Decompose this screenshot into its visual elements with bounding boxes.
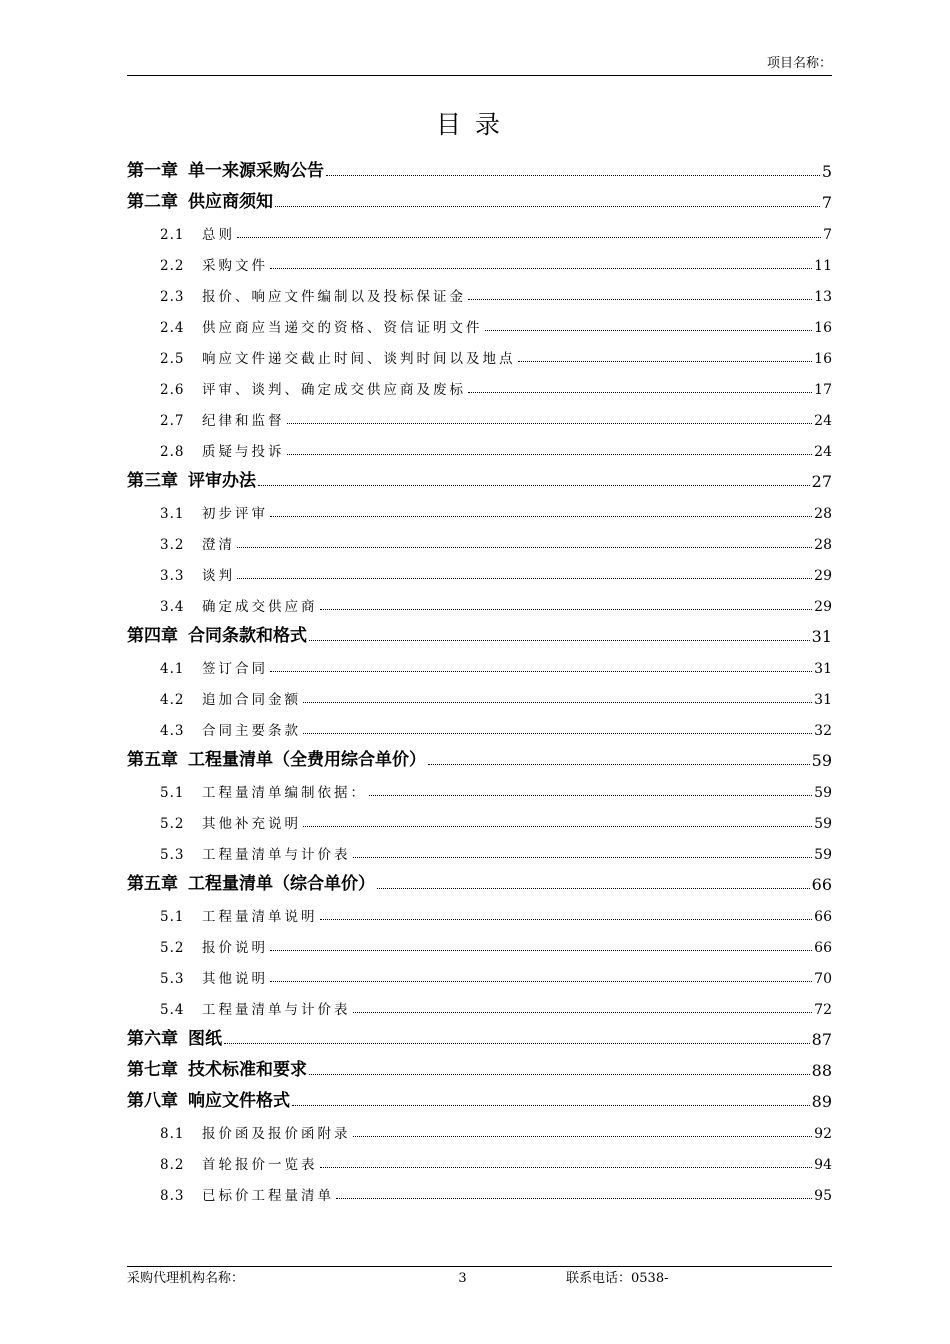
- toc-entry-title: 总则: [202, 227, 235, 243]
- toc-entry-title: 报价函及报价函附录: [202, 1126, 351, 1142]
- toc-dot-leader: [428, 764, 810, 765]
- toc-chapter-entry[interactable]: [127, 615, 832, 646]
- toc-page-number: 31: [814, 661, 832, 677]
- toc-entry-title: 合同条款和格式: [188, 626, 307, 646]
- toc-entry-title: 响应文件格式: [188, 1091, 290, 1111]
- toc-entry-number: 5.2: [160, 940, 185, 956]
- toc-entry-title: 首轮报价一览表: [202, 1157, 318, 1173]
- toc-entry-number: 第五章: [127, 874, 178, 894]
- toc-section-entry[interactable]: [127, 708, 832, 739]
- toc-page-number: 59: [814, 847, 832, 863]
- toc-entry-title: 评审办法: [188, 471, 256, 491]
- toc-dot-leader: [287, 423, 813, 424]
- toc-chapter-entry[interactable]: [127, 739, 832, 770]
- toc-entry-number: 第三章: [127, 471, 178, 491]
- toc-dot-leader: [270, 268, 812, 269]
- toc-entry-number: 第二章: [127, 192, 178, 212]
- toc-entry-title: 其他补充说明: [202, 816, 301, 832]
- toc-dot-leader: [270, 516, 812, 517]
- toc-dot-leader: [303, 826, 812, 827]
- toc-dot-leader: [275, 206, 820, 207]
- toc-page-number: 95: [814, 1188, 832, 1204]
- toc-entry-number: 3.2: [160, 537, 185, 553]
- toc-section-entry[interactable]: [127, 584, 832, 615]
- toc-dot-leader: [353, 1136, 813, 1137]
- toc-section-entry[interactable]: [127, 770, 832, 801]
- toc-page-number: 27: [811, 472, 832, 491]
- toc-page-number: 59: [811, 751, 832, 770]
- toc-section-entry[interactable]: [127, 553, 832, 584]
- toc-dot-leader: [485, 330, 813, 331]
- toc-dot-leader: [320, 919, 813, 920]
- toc-dot-leader: [468, 299, 812, 300]
- project-name-label: 项目名称：: [766, 56, 832, 71]
- toc-entry-title: 图纸: [188, 1029, 222, 1049]
- toc-section-entry[interactable]: [127, 956, 832, 987]
- toc-entry-title: 工程量清单编制依据：: [202, 785, 367, 801]
- toc-page-number: 28: [814, 537, 832, 553]
- toc-section-entry[interactable]: [127, 801, 832, 832]
- toc-entry-title: 技术标准和要求: [188, 1060, 307, 1080]
- toc-section-entry[interactable]: [127, 646, 832, 677]
- toc-entry-number: 5.1: [160, 785, 185, 801]
- toc-page-number: 94: [814, 1157, 832, 1173]
- page-title: 目录: [435, 110, 514, 139]
- toc-entry-title: 初步评审: [202, 506, 268, 522]
- toc-page-number: 59: [814, 785, 832, 801]
- toc-dot-leader: [468, 392, 812, 393]
- toc-entry-title: 报价说明: [202, 940, 268, 956]
- toc-page-number: 28: [814, 506, 832, 522]
- toc-chapter-entry[interactable]: [127, 1080, 832, 1111]
- toc-entry-number: 3.4: [160, 599, 185, 615]
- toc-dot-leader: [237, 237, 821, 238]
- toc-dot-leader: [258, 485, 810, 486]
- toc-entry-title: 纪律和监督: [202, 413, 285, 429]
- toc-page-number: 70: [814, 971, 832, 987]
- toc-entry-number: 3.3: [160, 568, 185, 584]
- toc-page-number: 5: [821, 162, 832, 181]
- toc-entry-title: 报价、响应文件编制以及投标保证金: [202, 289, 466, 305]
- toc-page-number: 32: [814, 723, 832, 739]
- toc-page-number: 16: [814, 351, 832, 367]
- toc-dot-leader: [270, 950, 812, 951]
- toc-chapter-entry[interactable]: [127, 150, 832, 181]
- toc-section-entry[interactable]: [127, 1173, 832, 1204]
- toc-dot-leader: [224, 1043, 810, 1044]
- toc-page-number: 31: [814, 692, 832, 708]
- header-divider: [127, 75, 832, 76]
- toc-entry-title: 评审、谈判、确定成交供应商及废标: [202, 382, 466, 398]
- toc-dot-leader: [336, 1198, 812, 1199]
- toc-section-entry[interactable]: [127, 522, 832, 553]
- toc-entry-number: 5.2: [160, 816, 185, 832]
- toc-page-number: 89: [811, 1092, 832, 1111]
- footer-page-number: 3: [458, 1271, 467, 1286]
- toc-page-number: 72: [814, 1002, 832, 1018]
- toc-page-number: 29: [814, 599, 832, 615]
- toc-dot-leader: [353, 1012, 813, 1013]
- toc-entry-number: 3.1: [160, 506, 185, 522]
- toc-entry-number: 2.1: [160, 227, 185, 243]
- toc-dot-leader: [326, 175, 820, 176]
- toc-section-entry[interactable]: [127, 832, 832, 863]
- toc-dot-leader: [377, 888, 810, 889]
- toc-dot-leader: [309, 640, 810, 641]
- toc-dot-leader: [353, 857, 813, 858]
- toc-dot-leader: [287, 454, 813, 455]
- toc-page-number: 92: [814, 1126, 832, 1142]
- toc-dot-leader: [320, 1167, 813, 1168]
- toc-entry-title: 签订合同: [202, 661, 268, 677]
- footer-divider: [127, 1266, 832, 1267]
- toc-chapter-entry[interactable]: [127, 460, 832, 491]
- toc-entry-number: 第一章: [127, 161, 178, 181]
- toc-entry-title: 单一来源采购公告: [188, 161, 324, 181]
- toc-entry-number: 8.1: [160, 1126, 185, 1142]
- toc-entry-number: 第五章: [127, 750, 178, 770]
- toc-entry-number: 4.3: [160, 723, 185, 739]
- toc-entry-number: 2.4: [160, 320, 185, 336]
- toc-entry-title: 已标价工程量清单: [202, 1188, 334, 1204]
- toc-entry-title: 质疑与投诉: [202, 444, 285, 460]
- toc-chapter-entry[interactable]: [127, 1049, 832, 1080]
- toc-entry-number: 2.8: [160, 444, 185, 460]
- toc-page-number: 29: [814, 568, 832, 584]
- toc-section-entry[interactable]: [127, 212, 832, 243]
- toc-entry-number: 5.4: [160, 1002, 185, 1018]
- toc-section-entry[interactable]: [127, 677, 832, 708]
- footer-phone-label: 联系电话：0538-: [566, 1271, 669, 1286]
- toc-page-number: 24: [814, 413, 832, 429]
- toc-dot-leader: [237, 547, 812, 548]
- toc-section-entry[interactable]: [127, 491, 832, 522]
- toc-section-entry[interactable]: [127, 1111, 832, 1142]
- toc-entry-title: 供应商须知: [188, 192, 273, 212]
- toc-entry-number: 4.1: [160, 661, 185, 677]
- toc-entry-title: 合同主要条款: [202, 723, 301, 739]
- toc-dot-leader: [518, 361, 813, 362]
- toc-dot-leader: [270, 671, 812, 672]
- toc-dot-leader: [270, 981, 812, 982]
- toc-entry-number: 2.5: [160, 351, 185, 367]
- toc-section-entry[interactable]: [127, 367, 832, 398]
- toc-entry-number: 2.3: [160, 289, 185, 305]
- toc-dot-leader: [303, 702, 812, 703]
- toc-entry-title: 工程量清单说明: [202, 909, 318, 925]
- toc-entry-title: 工程量清单与计价表: [202, 1002, 351, 1018]
- toc-dot-leader: [320, 609, 813, 610]
- toc-page-number: 66: [814, 940, 832, 956]
- toc-dot-leader: [237, 578, 812, 579]
- toc-entry-number: 2.2: [160, 258, 185, 274]
- toc-entry-title: 工程量清单（全费用综合单价）: [188, 750, 426, 770]
- toc-entry-number: 第四章: [127, 626, 178, 646]
- toc-chapter-entry[interactable]: [127, 863, 832, 894]
- toc-entry-title: 工程量清单与计价表: [202, 847, 351, 863]
- toc-page-number: 16: [814, 320, 832, 336]
- toc-section-entry[interactable]: [127, 243, 832, 274]
- toc-page-number: 11: [814, 258, 832, 274]
- toc-page-number: 13: [814, 289, 832, 305]
- toc-page-number: 31: [811, 627, 832, 646]
- toc-entry-title: 采购文件: [202, 258, 268, 274]
- toc-entry-number: 第八章: [127, 1091, 178, 1111]
- toc-section-entry[interactable]: [127, 398, 832, 429]
- toc-page-number: 59: [814, 816, 832, 832]
- toc-entry-number: 5.1: [160, 909, 185, 925]
- toc-entry-title: 供应商应当递交的资格、资信证明文件: [202, 320, 483, 336]
- toc-entry-number: 8.2: [160, 1157, 185, 1173]
- toc-entry-number: 8.3: [160, 1188, 185, 1204]
- toc-section-entry[interactable]: [127, 429, 832, 460]
- toc-page-number: 7: [821, 193, 832, 212]
- toc-page-number: 87: [811, 1030, 832, 1049]
- toc-page-number: 17: [814, 382, 832, 398]
- toc-section-entry[interactable]: [127, 987, 832, 1018]
- toc-entry-number: 5.3: [160, 971, 185, 987]
- toc-section-entry[interactable]: [127, 305, 832, 336]
- toc-section-entry[interactable]: [127, 925, 832, 956]
- page-header: [127, 56, 832, 72]
- toc-page-number: 88: [811, 1061, 832, 1080]
- toc-dot-leader: [303, 733, 812, 734]
- toc-entry-title: 其他说明: [202, 971, 268, 987]
- toc-section-entry[interactable]: [127, 274, 832, 305]
- toc-section-entry[interactable]: [127, 336, 832, 367]
- toc-dot-leader: [309, 1074, 810, 1075]
- toc-entry-title: 追加合同金额: [202, 692, 301, 708]
- toc-entry-number: 2.7: [160, 413, 185, 429]
- toc-section-entry[interactable]: [127, 1142, 832, 1173]
- toc-chapter-entry[interactable]: [127, 1018, 832, 1049]
- toc-entry-title: 工程量清单（综合单价）: [188, 874, 375, 894]
- toc-page-number: 24: [814, 444, 832, 460]
- toc-entry-number: 第七章: [127, 1060, 178, 1080]
- toc-page-number: 7: [823, 227, 832, 243]
- toc-dot-leader: [369, 795, 812, 796]
- footer-agency-label: 采购代理机构名称：: [127, 1271, 245, 1286]
- toc-entry-title: 确定成交供应商: [202, 599, 318, 615]
- toc-dot-leader: [292, 1105, 810, 1106]
- toc-section-entry[interactable]: [127, 894, 832, 925]
- toc-chapter-entry[interactable]: [127, 181, 832, 212]
- toc-entry-number: 2.6: [160, 382, 185, 398]
- toc-entry-title: 澄清: [202, 537, 235, 553]
- toc-page-number: 66: [814, 909, 832, 925]
- toc-entry-number: 4.2: [160, 692, 185, 708]
- toc-entry-title: 响应文件递交截止时间、谈判时间以及地点: [202, 351, 516, 367]
- table-of-contents: [127, 150, 832, 1204]
- toc-entry-number: 第六章: [127, 1029, 178, 1049]
- toc-entry-number: 5.3: [160, 847, 185, 863]
- toc-entry-title: 谈判: [202, 568, 235, 584]
- toc-page-number: 66: [811, 875, 832, 894]
